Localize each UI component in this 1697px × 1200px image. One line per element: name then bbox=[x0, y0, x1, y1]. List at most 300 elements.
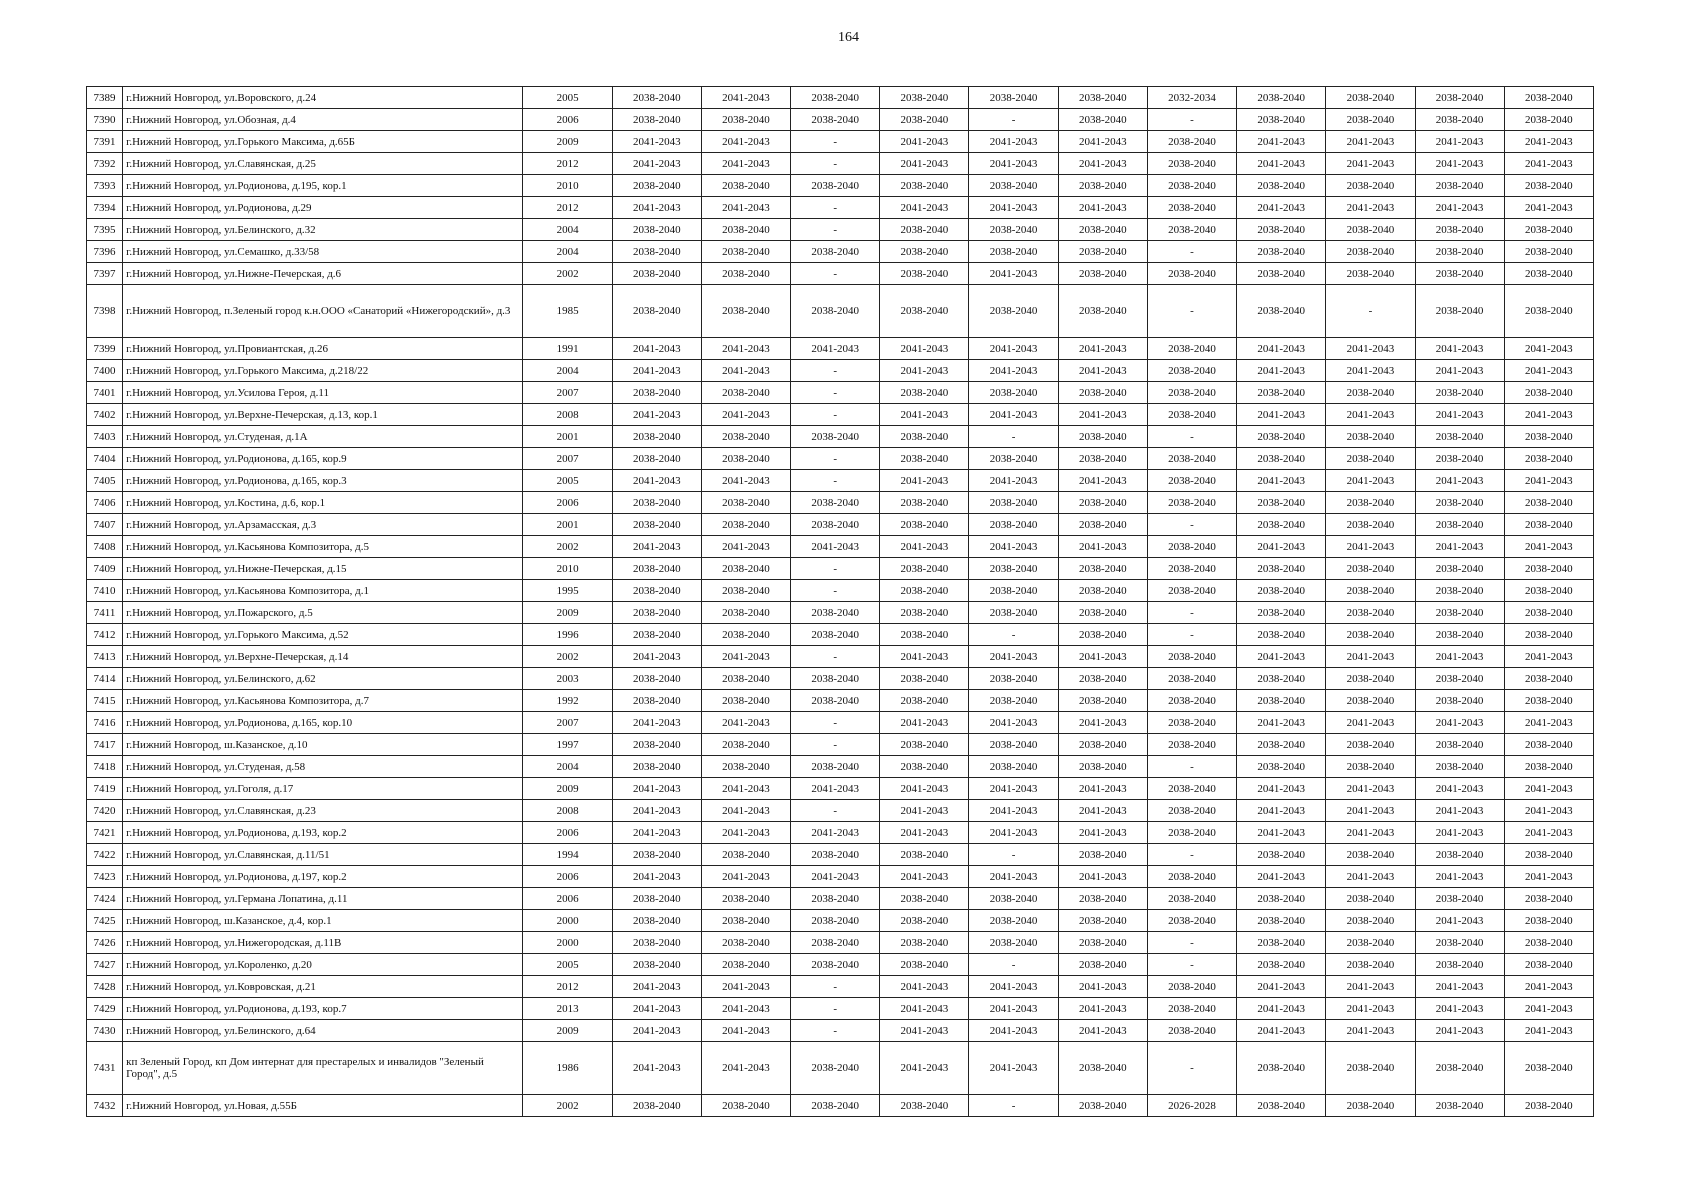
address-cell: г.Нижний Новгород, ул.Горького Максима, д.65Б bbox=[123, 131, 523, 153]
period-cell: - bbox=[969, 954, 1058, 976]
period-cell: 2041-2043 bbox=[701, 1042, 790, 1095]
period-cell: 2038-2040 bbox=[1415, 624, 1504, 646]
address-cell: г.Нижний Новгород, ул.Верхне-Печерская, д.13, кор.1 bbox=[123, 404, 523, 426]
period-cell: 2038-2040 bbox=[612, 756, 701, 778]
period-cell: 2038-2040 bbox=[612, 734, 701, 756]
period-cell: 2041-2043 bbox=[969, 866, 1058, 888]
period-cell: 2038-2040 bbox=[701, 285, 790, 338]
period-cell: 2041-2043 bbox=[1058, 712, 1147, 734]
period-cell: 2038-2040 bbox=[1415, 734, 1504, 756]
period-cell: 2041-2043 bbox=[880, 800, 969, 822]
period-cell: 2038-2040 bbox=[1504, 690, 1593, 712]
period-cell: 2038-2040 bbox=[1058, 734, 1147, 756]
year-cell: 2009 bbox=[523, 131, 612, 153]
period-cell: 2038-2040 bbox=[880, 668, 969, 690]
table-row bbox=[87, 87, 1594, 109]
period-cell: 2038-2040 bbox=[1147, 263, 1236, 285]
period-cell: 2041-2043 bbox=[1237, 153, 1326, 175]
period-cell: 2038-2040 bbox=[791, 602, 880, 624]
period-cell: 2038-2040 bbox=[1326, 756, 1415, 778]
period-cell: 2041-2043 bbox=[1504, 646, 1593, 668]
address-cell: г.Нижний Новгород, ул.Обозная, д.4 bbox=[123, 109, 523, 131]
period-cell: 2041-2043 bbox=[969, 800, 1058, 822]
period-cell: 2041-2043 bbox=[1504, 404, 1593, 426]
period-cell: 2041-2043 bbox=[612, 1042, 701, 1095]
table-row bbox=[87, 954, 1594, 976]
address-cell: г.Нижний Новгород, п.Зеленый город к.н.ООО «Санаторий «Нижегородский», д.3 bbox=[123, 285, 523, 338]
period-cell: 2041-2043 bbox=[1058, 778, 1147, 800]
period-cell: 2038-2040 bbox=[1415, 668, 1504, 690]
period-cell: 2041-2043 bbox=[1237, 1020, 1326, 1042]
period-cell: 2038-2040 bbox=[1504, 734, 1593, 756]
period-cell: 2038-2040 bbox=[701, 734, 790, 756]
period-cell: 2038-2040 bbox=[969, 448, 1058, 470]
period-cell: 2038-2040 bbox=[791, 1042, 880, 1095]
period-cell: 2038-2040 bbox=[1147, 888, 1236, 910]
period-cell: 2041-2043 bbox=[880, 338, 969, 360]
period-cell: 2038-2040 bbox=[1237, 888, 1326, 910]
period-cell: 2038-2040 bbox=[1147, 734, 1236, 756]
period-cell: 2041-2043 bbox=[612, 536, 701, 558]
period-cell: 2038-2040 bbox=[1326, 580, 1415, 602]
period-cell: 2038-2040 bbox=[880, 285, 969, 338]
period-cell: 2041-2043 bbox=[1504, 338, 1593, 360]
period-cell: 2038-2040 bbox=[1058, 426, 1147, 448]
table-row bbox=[87, 426, 1594, 448]
period-cell: 2038-2040 bbox=[1237, 580, 1326, 602]
row-number-cell: 7430 bbox=[87, 1020, 123, 1042]
table-row bbox=[87, 219, 1594, 241]
period-cell: 2038-2040 bbox=[612, 624, 701, 646]
period-cell: 2038-2040 bbox=[1058, 580, 1147, 602]
period-cell: 2038-2040 bbox=[1504, 426, 1593, 448]
period-cell: 2041-2043 bbox=[880, 197, 969, 219]
address-cell: г.Нижний Новгород, ул.Касьянова Композитора, д.7 bbox=[123, 690, 523, 712]
table-row bbox=[87, 470, 1594, 492]
address-cell: г.Нижний Новгород, ул.Касьянова Композитора, д.5 bbox=[123, 536, 523, 558]
period-cell: 2038-2040 bbox=[612, 514, 701, 536]
period-cell: 2038-2040 bbox=[1415, 932, 1504, 954]
period-cell: 2038-2040 bbox=[880, 910, 969, 932]
period-cell: 2038-2040 bbox=[1058, 756, 1147, 778]
period-cell: 2041-2043 bbox=[1058, 866, 1147, 888]
period-cell: 2038-2040 bbox=[1237, 910, 1326, 932]
period-cell: - bbox=[1147, 602, 1236, 624]
period-cell: 2041-2043 bbox=[969, 778, 1058, 800]
year-cell: 2012 bbox=[523, 976, 612, 998]
table-row bbox=[87, 558, 1594, 580]
period-cell: 2038-2040 bbox=[612, 382, 701, 404]
period-cell: 2038-2040 bbox=[1147, 338, 1236, 360]
period-cell: 2038-2040 bbox=[1504, 932, 1593, 954]
period-cell: 2032-2034 bbox=[1147, 87, 1236, 109]
period-cell: - bbox=[1147, 241, 1236, 263]
period-cell: 2038-2040 bbox=[1415, 514, 1504, 536]
table-row bbox=[87, 536, 1594, 558]
period-cell: 2038-2040 bbox=[1237, 263, 1326, 285]
table-row bbox=[87, 712, 1594, 734]
period-cell: 2038-2040 bbox=[1504, 175, 1593, 197]
period-cell: 2038-2040 bbox=[701, 932, 790, 954]
period-cell: 2041-2043 bbox=[1237, 998, 1326, 1020]
year-cell: 2004 bbox=[523, 219, 612, 241]
period-cell: 2038-2040 bbox=[1237, 602, 1326, 624]
period-cell: 2041-2043 bbox=[1415, 998, 1504, 1020]
period-cell: 2041-2043 bbox=[1237, 131, 1326, 153]
period-cell: 2038-2040 bbox=[1058, 558, 1147, 580]
period-cell: - bbox=[791, 197, 880, 219]
period-cell: 2038-2040 bbox=[880, 219, 969, 241]
table-row bbox=[87, 263, 1594, 285]
period-cell: 2038-2040 bbox=[1237, 492, 1326, 514]
period-cell: 2026-2028 bbox=[1147, 1095, 1236, 1117]
period-cell: 2038-2040 bbox=[791, 1095, 880, 1117]
year-cell: 2000 bbox=[523, 910, 612, 932]
period-cell: 2038-2040 bbox=[1058, 219, 1147, 241]
period-cell: 2038-2040 bbox=[969, 910, 1058, 932]
period-cell: 2038-2040 bbox=[1058, 87, 1147, 109]
period-cell: 2038-2040 bbox=[1147, 360, 1236, 382]
address-cell: г.Нижний Новгород, ул.Родионова, д.193, кор.7 bbox=[123, 998, 523, 1020]
year-cell: 2007 bbox=[523, 448, 612, 470]
period-cell: 2038-2040 bbox=[612, 888, 701, 910]
period-cell: 2041-2043 bbox=[969, 338, 1058, 360]
period-cell: 2038-2040 bbox=[969, 668, 1058, 690]
period-cell: - bbox=[1147, 514, 1236, 536]
period-cell: 2038-2040 bbox=[1058, 241, 1147, 263]
period-cell: 2041-2043 bbox=[1326, 976, 1415, 998]
table-row bbox=[87, 109, 1594, 131]
period-cell: 2041-2043 bbox=[880, 778, 969, 800]
period-cell: 2041-2043 bbox=[1415, 153, 1504, 175]
period-cell: 2041-2043 bbox=[1058, 536, 1147, 558]
period-cell: 2038-2040 bbox=[1415, 219, 1504, 241]
period-cell: 2041-2043 bbox=[1504, 712, 1593, 734]
row-number-cell: 7406 bbox=[87, 492, 123, 514]
address-cell: г.Нижний Новгород, ул.Воровского, д.24 bbox=[123, 87, 523, 109]
period-cell: 2041-2043 bbox=[1504, 822, 1593, 844]
period-cell: 2041-2043 bbox=[1326, 800, 1415, 822]
table-row bbox=[87, 1020, 1594, 1042]
period-cell: 2038-2040 bbox=[1058, 285, 1147, 338]
period-cell: 2038-2040 bbox=[1237, 734, 1326, 756]
period-cell: 2038-2040 bbox=[1237, 426, 1326, 448]
period-cell: 2041-2043 bbox=[1058, 822, 1147, 844]
period-cell: - bbox=[1147, 844, 1236, 866]
period-cell: - bbox=[791, 734, 880, 756]
period-cell: - bbox=[791, 976, 880, 998]
period-cell: 2038-2040 bbox=[1504, 492, 1593, 514]
row-number-cell: 7421 bbox=[87, 822, 123, 844]
address-cell: кп Зеленый Город, кп Дом интернат для престарелых и инвалидов "Зеленый Город", д.5 bbox=[123, 1042, 523, 1095]
year-cell: 2006 bbox=[523, 109, 612, 131]
row-number-cell: 7398 bbox=[87, 285, 123, 338]
address-cell: г.Нижний Новгород, ул.Родионова, д.29 bbox=[123, 197, 523, 219]
table-row bbox=[87, 448, 1594, 470]
period-cell: 2041-2043 bbox=[1237, 338, 1326, 360]
period-cell: 2038-2040 bbox=[1058, 910, 1147, 932]
period-cell: 2038-2040 bbox=[701, 448, 790, 470]
period-cell: 2038-2040 bbox=[1058, 514, 1147, 536]
period-cell: 2038-2040 bbox=[701, 263, 790, 285]
address-cell: г.Нижний Новгород, ул.Родионова, д.165, кор.10 bbox=[123, 712, 523, 734]
period-cell: 2038-2040 bbox=[1415, 602, 1504, 624]
period-cell: 2038-2040 bbox=[1058, 602, 1147, 624]
period-cell: 2041-2043 bbox=[1326, 646, 1415, 668]
year-cell: 2005 bbox=[523, 87, 612, 109]
period-cell: 2038-2040 bbox=[1147, 580, 1236, 602]
period-cell: 2041-2043 bbox=[701, 197, 790, 219]
period-cell: 2041-2043 bbox=[1058, 800, 1147, 822]
period-cell: 2038-2040 bbox=[880, 888, 969, 910]
period-cell: 2038-2040 bbox=[1147, 800, 1236, 822]
period-cell: 2041-2043 bbox=[701, 153, 790, 175]
year-cell: 2007 bbox=[523, 712, 612, 734]
period-cell: 2038-2040 bbox=[612, 602, 701, 624]
period-cell: 2038-2040 bbox=[880, 602, 969, 624]
period-cell: 2038-2040 bbox=[1504, 285, 1593, 338]
year-cell: 1986 bbox=[523, 1042, 612, 1095]
period-cell: 2038-2040 bbox=[1326, 624, 1415, 646]
period-cell: 2041-2043 bbox=[880, 470, 969, 492]
period-cell: 2038-2040 bbox=[701, 844, 790, 866]
period-cell: 2038-2040 bbox=[1415, 448, 1504, 470]
year-cell: 1996 bbox=[523, 624, 612, 646]
year-cell: 2009 bbox=[523, 602, 612, 624]
period-cell: 2038-2040 bbox=[1237, 756, 1326, 778]
period-cell: 2038-2040 bbox=[1326, 932, 1415, 954]
year-cell: 2006 bbox=[523, 822, 612, 844]
period-cell: 2041-2043 bbox=[880, 1042, 969, 1095]
period-cell: 2041-2043 bbox=[1326, 998, 1415, 1020]
address-cell: г.Нижний Новгород, ул.Студеная, д.58 bbox=[123, 756, 523, 778]
year-cell: 1985 bbox=[523, 285, 612, 338]
table-row bbox=[87, 404, 1594, 426]
row-number-cell: 7396 bbox=[87, 241, 123, 263]
period-cell: 2038-2040 bbox=[1058, 690, 1147, 712]
period-cell: 2041-2043 bbox=[880, 822, 969, 844]
period-cell: 2041-2043 bbox=[1504, 131, 1593, 153]
period-cell: - bbox=[1147, 109, 1236, 131]
row-number-cell: 7425 bbox=[87, 910, 123, 932]
period-cell: 2038-2040 bbox=[1237, 668, 1326, 690]
period-cell: - bbox=[791, 382, 880, 404]
period-cell: 2038-2040 bbox=[1058, 932, 1147, 954]
period-cell: - bbox=[1147, 756, 1236, 778]
period-cell: 2038-2040 bbox=[701, 954, 790, 976]
period-cell: 2041-2043 bbox=[880, 536, 969, 558]
period-cell: 2038-2040 bbox=[1058, 668, 1147, 690]
period-cell: 2041-2043 bbox=[1058, 131, 1147, 153]
year-cell: 2007 bbox=[523, 382, 612, 404]
period-cell: 2041-2043 bbox=[1504, 470, 1593, 492]
period-cell: 2038-2040 bbox=[701, 514, 790, 536]
period-cell: 2041-2043 bbox=[1504, 800, 1593, 822]
row-number-cell: 7399 bbox=[87, 338, 123, 360]
period-cell: 2041-2043 bbox=[612, 338, 701, 360]
period-cell: 2038-2040 bbox=[791, 624, 880, 646]
period-cell: 2038-2040 bbox=[880, 426, 969, 448]
period-cell: 2041-2043 bbox=[1415, 404, 1504, 426]
table-row bbox=[87, 624, 1594, 646]
period-cell: 2038-2040 bbox=[1237, 382, 1326, 404]
period-cell: 2038-2040 bbox=[1326, 241, 1415, 263]
table-row bbox=[87, 241, 1594, 263]
period-cell: 2038-2040 bbox=[1504, 910, 1593, 932]
year-cell: 1994 bbox=[523, 844, 612, 866]
period-cell: 2038-2040 bbox=[1058, 382, 1147, 404]
period-cell: - bbox=[969, 426, 1058, 448]
table-row bbox=[87, 285, 1594, 338]
period-cell: 2038-2040 bbox=[1147, 219, 1236, 241]
period-cell: 2038-2040 bbox=[1504, 1042, 1593, 1095]
year-cell: 2006 bbox=[523, 888, 612, 910]
period-cell: 2041-2043 bbox=[969, 360, 1058, 382]
period-cell: 2041-2043 bbox=[969, 536, 1058, 558]
period-cell: 2038-2040 bbox=[612, 690, 701, 712]
period-cell: 2038-2040 bbox=[1415, 1042, 1504, 1095]
year-cell: 2009 bbox=[523, 778, 612, 800]
address-cell: г.Нижний Новгород, ул.Касьянова Композитора, д.1 bbox=[123, 580, 523, 602]
period-cell: 2038-2040 bbox=[791, 756, 880, 778]
period-cell: 2041-2043 bbox=[1326, 131, 1415, 153]
row-number-cell: 7413 bbox=[87, 646, 123, 668]
period-cell: 2038-2040 bbox=[1058, 492, 1147, 514]
year-cell: 1997 bbox=[523, 734, 612, 756]
period-cell: 2038-2040 bbox=[969, 285, 1058, 338]
period-cell: 2038-2040 bbox=[701, 426, 790, 448]
period-cell: 2038-2040 bbox=[1058, 888, 1147, 910]
period-cell: - bbox=[791, 219, 880, 241]
row-number-cell: 7409 bbox=[87, 558, 123, 580]
period-cell: 2038-2040 bbox=[1326, 514, 1415, 536]
table-row bbox=[87, 197, 1594, 219]
period-cell: 2038-2040 bbox=[791, 175, 880, 197]
period-cell: 2041-2043 bbox=[612, 866, 701, 888]
year-cell: 2010 bbox=[523, 558, 612, 580]
period-cell: 2038-2040 bbox=[880, 734, 969, 756]
row-number-cell: 7418 bbox=[87, 756, 123, 778]
row-number-cell: 7432 bbox=[87, 1095, 123, 1117]
period-cell: 2041-2043 bbox=[880, 153, 969, 175]
period-cell: 2038-2040 bbox=[1415, 426, 1504, 448]
period-cell: 2041-2043 bbox=[701, 536, 790, 558]
period-cell: - bbox=[791, 712, 880, 734]
period-cell: 2038-2040 bbox=[969, 219, 1058, 241]
row-number-cell: 7417 bbox=[87, 734, 123, 756]
period-cell: 2038-2040 bbox=[1237, 514, 1326, 536]
period-cell: 2041-2043 bbox=[612, 822, 701, 844]
address-cell: г.Нижний Новгород, ул.Новая, д.55Б bbox=[123, 1095, 523, 1117]
period-cell: 2038-2040 bbox=[969, 241, 1058, 263]
period-cell: 2038-2040 bbox=[1504, 888, 1593, 910]
year-cell: 2000 bbox=[523, 932, 612, 954]
period-cell: 2038-2040 bbox=[969, 888, 1058, 910]
table-row bbox=[87, 1095, 1594, 1117]
period-cell: - bbox=[969, 624, 1058, 646]
period-cell: 2038-2040 bbox=[1326, 602, 1415, 624]
address-cell: г.Нижний Новгород, ул.Славянская, д.25 bbox=[123, 153, 523, 175]
period-cell: 2038-2040 bbox=[1147, 448, 1236, 470]
period-cell: 2038-2040 bbox=[1415, 285, 1504, 338]
period-cell: 2041-2043 bbox=[880, 360, 969, 382]
period-cell: 2041-2043 bbox=[1415, 536, 1504, 558]
period-cell: 2041-2043 bbox=[969, 131, 1058, 153]
period-cell: 2041-2043 bbox=[1326, 153, 1415, 175]
period-cell: 2038-2040 bbox=[791, 285, 880, 338]
period-cell: 2038-2040 bbox=[612, 285, 701, 338]
period-cell: 2041-2043 bbox=[612, 998, 701, 1020]
period-cell: 2038-2040 bbox=[1237, 558, 1326, 580]
period-cell: 2038-2040 bbox=[1237, 241, 1326, 263]
period-cell: 2038-2040 bbox=[1504, 756, 1593, 778]
period-cell: 2041-2043 bbox=[1237, 536, 1326, 558]
period-cell: 2038-2040 bbox=[1504, 580, 1593, 602]
period-cell: 2041-2043 bbox=[612, 360, 701, 382]
period-cell: 2041-2043 bbox=[969, 404, 1058, 426]
period-cell: 2038-2040 bbox=[1415, 175, 1504, 197]
period-cell: - bbox=[1147, 624, 1236, 646]
period-cell: 2041-2043 bbox=[1058, 197, 1147, 219]
period-cell: 2038-2040 bbox=[969, 514, 1058, 536]
row-number-cell: 7404 bbox=[87, 448, 123, 470]
row-number-cell: 7419 bbox=[87, 778, 123, 800]
period-cell: 2038-2040 bbox=[969, 87, 1058, 109]
year-cell: 2012 bbox=[523, 153, 612, 175]
table-row bbox=[87, 778, 1594, 800]
period-cell: - bbox=[791, 263, 880, 285]
address-cell: г.Нижний Новгород, ул.Короленко, д.20 bbox=[123, 954, 523, 976]
period-cell: 2038-2040 bbox=[1058, 448, 1147, 470]
row-number-cell: 7426 bbox=[87, 932, 123, 954]
period-cell: 2041-2043 bbox=[701, 470, 790, 492]
period-cell: 2041-2043 bbox=[1237, 404, 1326, 426]
period-cell: 2041-2043 bbox=[612, 976, 701, 998]
year-cell: 2004 bbox=[523, 360, 612, 382]
year-cell: 2012 bbox=[523, 197, 612, 219]
period-cell: - bbox=[791, 800, 880, 822]
period-cell: 2038-2040 bbox=[1326, 844, 1415, 866]
period-cell: 2038-2040 bbox=[969, 558, 1058, 580]
period-cell: 2038-2040 bbox=[1504, 602, 1593, 624]
period-cell: 2038-2040 bbox=[791, 910, 880, 932]
period-cell: 2038-2040 bbox=[1326, 448, 1415, 470]
period-cell: 2038-2040 bbox=[701, 668, 790, 690]
period-cell: - bbox=[791, 580, 880, 602]
period-cell: 2041-2043 bbox=[701, 712, 790, 734]
period-cell: 2038-2040 bbox=[969, 580, 1058, 602]
period-cell: - bbox=[791, 131, 880, 153]
period-cell: 2041-2043 bbox=[880, 404, 969, 426]
address-cell: г.Нижний Новгород, ул.Родионова, д.165, кор.3 bbox=[123, 470, 523, 492]
period-cell: 2038-2040 bbox=[1147, 1020, 1236, 1042]
period-cell: 2038-2040 bbox=[1415, 888, 1504, 910]
row-number-cell: 7401 bbox=[87, 382, 123, 404]
table-row bbox=[87, 1042, 1594, 1095]
address-cell: г.Нижний Новгород, ул.Родионова, д.165, кор.9 bbox=[123, 448, 523, 470]
address-cell: г.Нижний Новгород, ул.Родионова, д.197, кор.2 bbox=[123, 866, 523, 888]
address-cell: г.Нижний Новгород, ш.Казанское, д.10 bbox=[123, 734, 523, 756]
period-cell: 2038-2040 bbox=[1415, 954, 1504, 976]
row-number-cell: 7416 bbox=[87, 712, 123, 734]
table-row bbox=[87, 756, 1594, 778]
period-cell: 2038-2040 bbox=[1326, 492, 1415, 514]
period-cell: - bbox=[791, 153, 880, 175]
year-cell: 2002 bbox=[523, 646, 612, 668]
row-number-cell: 7403 bbox=[87, 426, 123, 448]
row-number-cell: 7427 bbox=[87, 954, 123, 976]
period-cell: 2038-2040 bbox=[880, 690, 969, 712]
